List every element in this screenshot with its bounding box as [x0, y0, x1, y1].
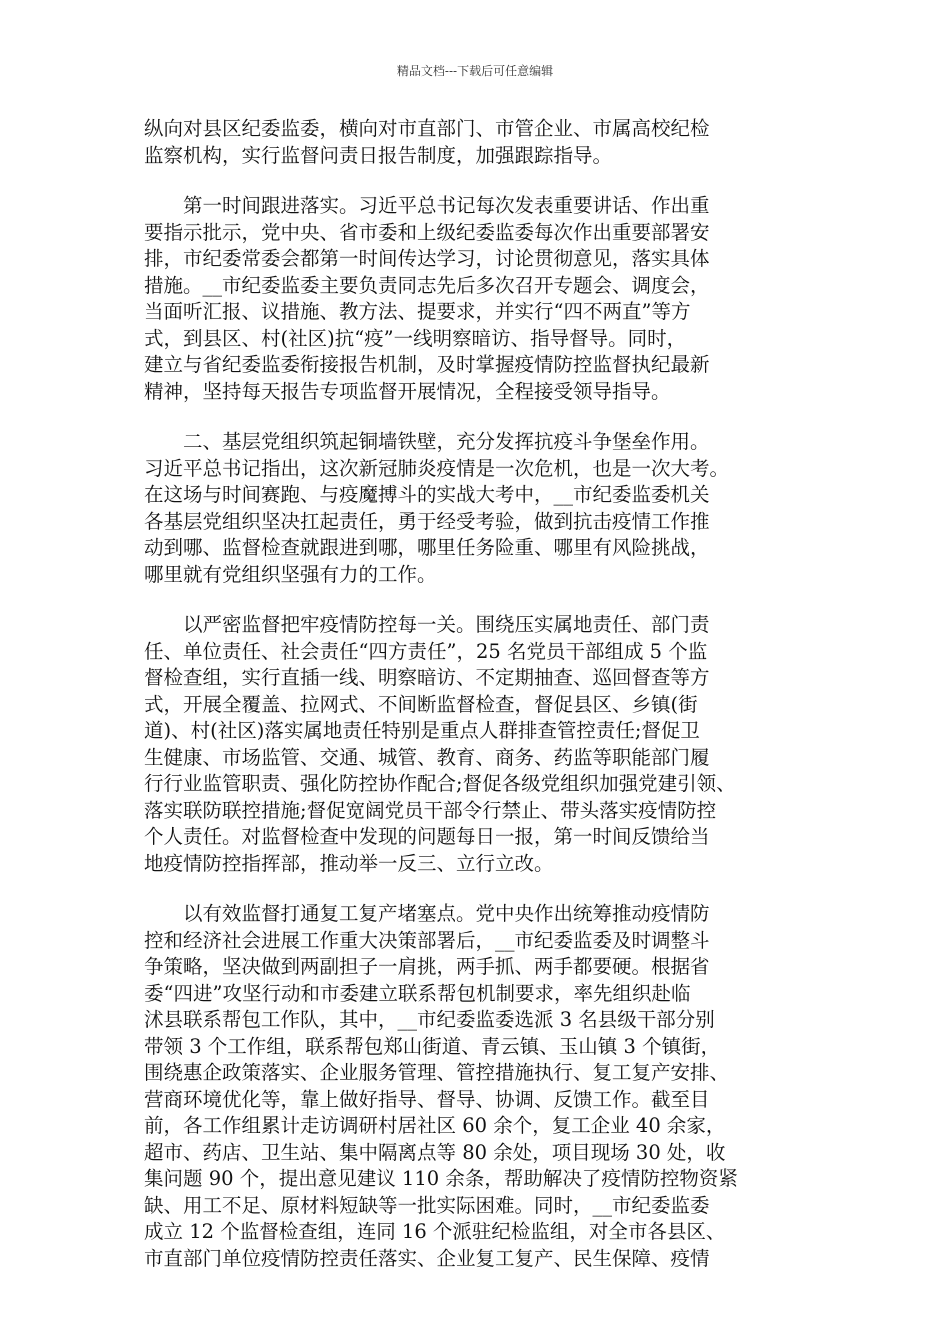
text-line: 争策略，坚决做到两副担子一肩挑，两手抓、两手都要硬。根据省 [144, 955, 710, 978]
text-line: 措施。__市纪委监委主要负责同志先后多次召开专题会、调度会， [144, 273, 710, 297]
text-line: 监察机构，实行监督问责日报告制度，加强跟踪指导。 [144, 143, 613, 167]
text-line: 当面听汇报、议措施、教方法、提要求，并实行“四不两直”等方 [144, 300, 691, 323]
text-line: 式，到县区、村(社区)抗“疫”一线明察暗访、指导督导。同时， [144, 326, 687, 350]
paragraph [144, 116, 824, 169]
text-line: 纵向对县区纪委监委，横向对市直部门、市管企业、市属高校纪检 [144, 117, 710, 140]
page-header: 精品文档---下载后可任意编辑 [396, 64, 554, 78]
paragraph [144, 612, 824, 877]
text-line: 排，市纪委常委会都第一时间传达学习，讨论贯彻意见，落实具体 [144, 247, 710, 270]
text-line: 围绕惠企政策落实、企业服务管理、管控措施执行、复工复产安排、 [144, 1061, 730, 1084]
text-line: 建立与省纪委监委衔接报告机制，及时掌握疫情防控监督执纪最新 [144, 353, 710, 376]
text-line: 以严密监督把牢疫情防控每一关。围绕压实属地责任、部门责 [144, 613, 710, 636]
text-line: 前，各工作组累计走访调研村居社区 60 余个，复工企业 40 余家， [144, 1114, 726, 1137]
text-line: 集问题 90 个，提出意见建议 110 余条，帮助解决了疫情防控物资紧 [144, 1167, 738, 1190]
text-line: 以有效监督打通复工复产堵塞点。党中央作出统筹推动疫情防 [144, 902, 710, 925]
paragraph [144, 901, 824, 1272]
paragraph [144, 429, 824, 588]
text-line: 任、单位责任、社会责任“四方责任”，25 名党员干部组成 5 个监 [144, 639, 708, 663]
paragraph [144, 193, 824, 405]
text-line: 市直部门单位疫情防控责任落实、企业复工复产、民生保障、疫情 [144, 1246, 710, 1270]
text-line: 超市、药店、卫生站、集中隔离点等 80 余处，项目现场 30 处，收 [144, 1140, 726, 1164]
text-line: 个人责任。对监督检查中发现的问题每日一报，第一时间反馈给当 [144, 825, 710, 848]
text-line: 哪里就有党组织坚强有力的工作。 [144, 562, 437, 586]
text-line: 在这场与时间赛跑、与疫魔搏斗的实战大考中，__市纪委监委机关 [144, 483, 710, 506]
text-line: 行行业监管职责、强化防控协作配合;督促各级党组织加强党建引领、 [144, 772, 736, 795]
text-line: 成立 12 个监督检查组，连同 16 个派驻纪检监组，对全市各县区、 [144, 1220, 726, 1243]
text-line: 督检查组，实行直插一线、明察暗访、不定期抽查、巡回督查等方 [144, 666, 710, 689]
text-line: 带领 3 个工作组，联系帮包郑山街道、青云镇、玉山镇 3 个镇街， [144, 1034, 721, 1058]
document-body [144, 116, 824, 1296]
text-line: 第一时间跟进落实。习近平总书记每次发表重要讲话、作出重 [144, 194, 710, 217]
text-line: 营商环境优化等，靠上做好指导、督导、协调、反馈工作。截至目 [144, 1087, 710, 1111]
text-line: 习近平总书记指出，这次新冠肺炎疫情是一次危机，也是一次大考。 [144, 456, 730, 480]
text-line: 二、基层党组织筑起铜墙铁壁，充分发挥抗疫斗争堡垒作用。 [144, 430, 710, 453]
text-line: 动到哪、监督检查就跟进到哪，哪里任务险重、哪里有风险挑战， [144, 536, 710, 559]
text-line: 缺、用工不足、原材料短缺等一批实际困难。同时，__市纪委监委 [144, 1193, 710, 1217]
text-line: 地疫情防控指挥部，推动举一反三、立行立改。 [144, 851, 554, 875]
text-line: 道)、村(社区)落实属地责任特别是重点人群排查管控责任;督促卫 [144, 719, 700, 742]
text-line: 式，开展全覆盖、拉网式、不间断监督检查，督促县区、乡镇(街 [144, 692, 698, 716]
text-line: 精神，坚持每天报告专项监督开展情况，全程接受领导指导。 [144, 379, 671, 403]
text-line: 落实联防联控措施;督促宽阔党员干部令行禁止、带头落实疫情防控 [144, 798, 717, 822]
text-line: 控和经济社会进展工作重大决策部署后，__市纪委监委及时调整斗 [144, 928, 710, 952]
text-line: 生健康、市场监管、交通、城管、教育、商务、药监等职能部门履 [144, 745, 710, 769]
text-line: 各基层党组织坚决扛起责任，勇于经受考验，做到抗击疫情工作推 [144, 509, 710, 533]
text-line: 沭县联系帮包工作队，其中，__市纪委监委选派 3 名县级干部分别 [144, 1008, 715, 1031]
text-line: 要指示批示，党中央、省市委和上级纪委监委每次作出重要部署安 [144, 220, 710, 244]
text-line: 委“四进”攻坚行动和市委建立联系帮包机制要求，率先组织赴临 [144, 981, 691, 1005]
